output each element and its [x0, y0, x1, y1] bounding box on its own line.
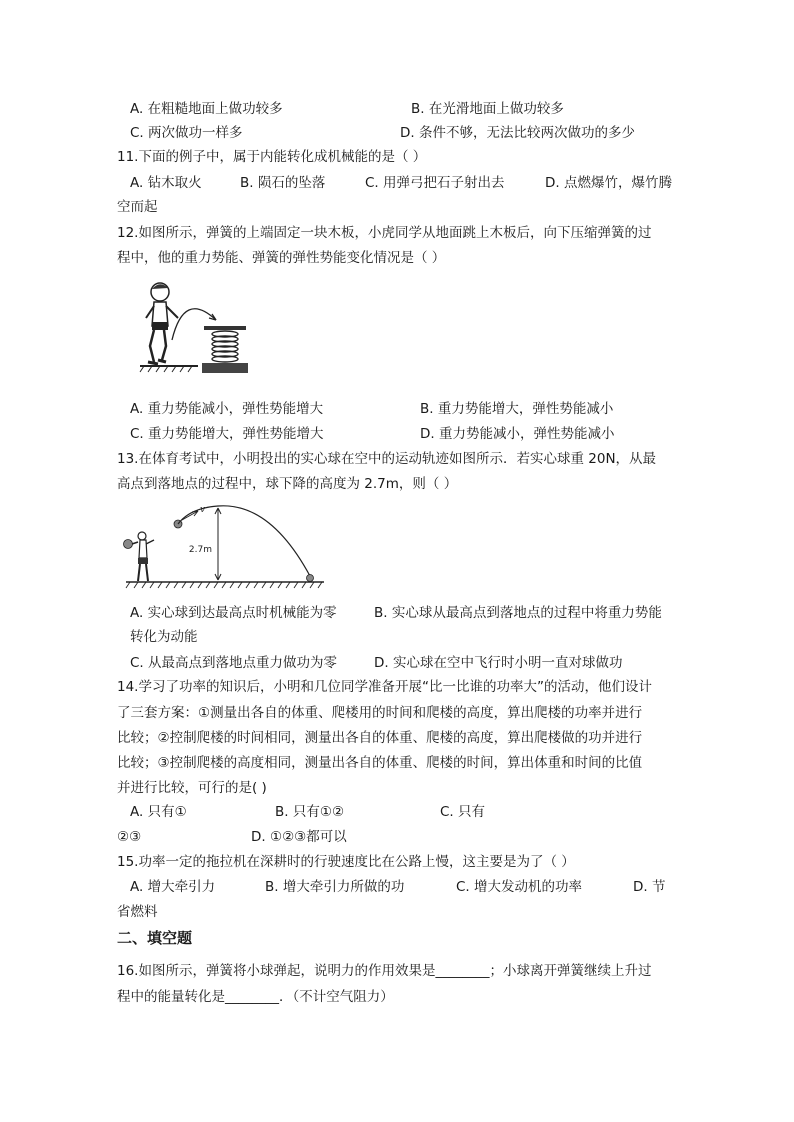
- q12-option-a: A. 重力势能减小，弹性势能增大: [130, 401, 324, 417]
- q14-option-c-continued: ②③: [117, 829, 142, 845]
- q13-height-label: 2.7m: [188, 545, 212, 555]
- q12-option-c: C. 重力势能增大，弹性势能增大: [130, 426, 324, 442]
- q14-stem-line5: 并进行比较，可行的是( ): [117, 780, 267, 796]
- q13-option-d: D. 实心球在空中飞行时小明一直对球做功: [374, 655, 623, 671]
- q11-option-b: B. 陨石的坠落: [240, 175, 326, 191]
- q13-option-b: B. 实心球从最高点到落地点的过程中将重力势能: [374, 605, 662, 621]
- q15-option-c: C. 增大发动机的功率: [456, 879, 583, 895]
- q11-option-d-continued: 空而起: [117, 199, 158, 215]
- q12-jumper-spring-figure: [138, 280, 250, 380]
- q13-stem-line1: 13.在体育考试中，小明投出的实心球在空中的运动轨迹如图所示．若实心球重 20N，从最: [117, 451, 657, 467]
- q12-option-d: D. 重力势能减小，弹性势能减小: [420, 426, 615, 442]
- q15-option-d-continued: 省燃料: [117, 904, 158, 920]
- q13-option-c: C. 从最高点到落地点重力做功为零: [130, 655, 338, 671]
- q10-option-a: A. 在粗糙地面上做功较多: [130, 101, 283, 117]
- q15-option-a: A. 增大牵引力: [130, 879, 216, 895]
- q10-option-c: C. 两次做功一样多: [130, 125, 243, 141]
- q13-velocity-label: v: [200, 505, 206, 515]
- q13-option-b-continued: 转化为动能: [130, 629, 198, 645]
- q14-stem-line1: 14.学习了功率的知识后，小明和几位同学准备开展“比一比谁的功率大”的活动，他们设计: [117, 679, 652, 695]
- q14-stem-line4: 比较；③控制爬楼的高度相同，测量出各自的体重、爬楼的时间，算出体重和时间的比值: [117, 755, 643, 771]
- q14-stem-line3: 比较；②控制爬楼的时间相同，测量出各自的体重、爬楼的高度，算出爬楼做的功并进行: [117, 730, 643, 746]
- q14-option-d: D. ①②③都可以: [251, 829, 347, 845]
- section-title-fill-in: 二、填空题: [117, 929, 193, 947]
- q12-option-b: B. 重力势能增大，弹性势能减小: [420, 401, 614, 417]
- q14-stem-line2: 了三套方案：①测量出各自的体重、爬楼用的时间和爬楼的高度，算出爬楼的功率并进行: [117, 705, 643, 721]
- q16-line2: 程中的能量转化是________．（不计空气阻力）: [117, 989, 394, 1005]
- q15-option-b: B. 增大牵引力所做的功: [265, 879, 405, 895]
- q14-option-a: A. 只有①: [130, 804, 187, 820]
- q12-stem-line2: 程中，他的重力势能、弹簧的弹性势能变化情况是（ ）: [117, 250, 446, 266]
- q11-option-c: C. 用弹弓把石子射出去: [365, 175, 505, 191]
- q13-stem-line2: 高点到落地点的过程中，球下降的高度为 2.7m，则（ ）: [117, 476, 458, 492]
- q13-shot-put-figure: [120, 502, 330, 590]
- q16-line1: 16.如图所示，弹簧将小球弹起，说明力的作用效果是________；小球离开弹簧继续上升过: [117, 963, 652, 979]
- q12-stem-line1: 12.如图所示，弹簧的上端固定一块木板，小虎同学从地面跳上木板后，向下压缩弹簧的过: [117, 225, 652, 241]
- q11-option-a: A. 钻木取火: [130, 175, 202, 191]
- q10-option-d: D. 条件不够，无法比较两次做功的多少: [400, 125, 635, 141]
- q14-option-b: B. 只有①②: [275, 804, 345, 820]
- q11-option-d: D. 点燃爆竹，爆竹腾: [545, 175, 672, 191]
- q10-option-b: B. 在光滑地面上做功较多: [411, 101, 564, 117]
- q11-stem: 11.下面的例子中，属于内能转化成机械能的是（ ）: [117, 149, 427, 165]
- q15-stem: 15.功率一定的拖拉机在深耕时的行驶速度比在公路上慢，这主要是为了（ ）: [117, 854, 575, 870]
- q14-option-c: C. 只有: [440, 804, 486, 820]
- q15-option-d: D. 节: [633, 879, 666, 895]
- q13-option-a: A. 实心球到达最高点时机械能为零: [130, 605, 337, 621]
